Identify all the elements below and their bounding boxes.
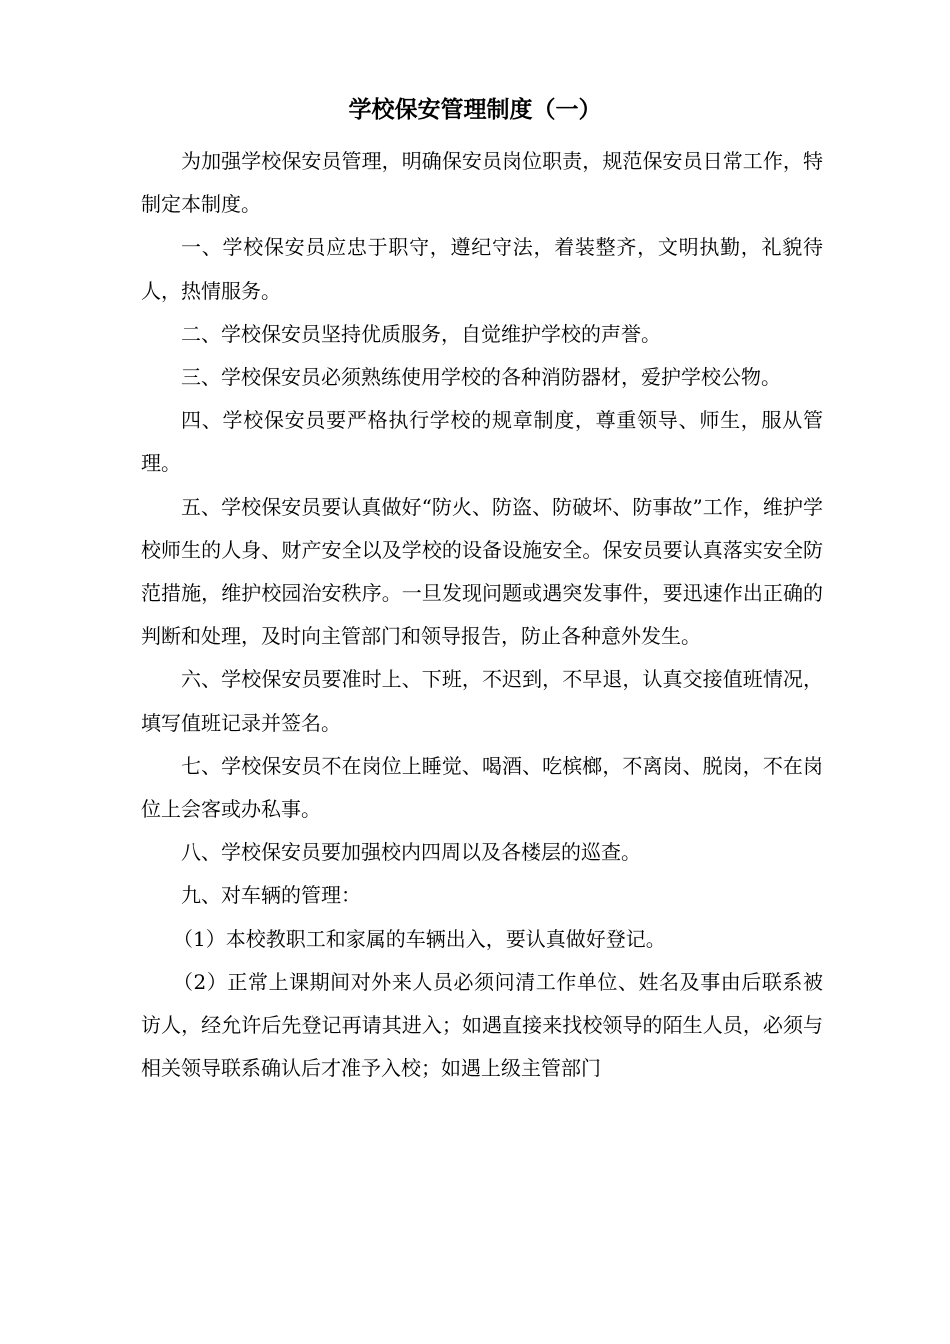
paragraph-item-8: 八、学校保安员要加强校内四周以及各楼层的巡查。 — [181, 840, 641, 865]
document-body — [141, 140, 823, 1090]
paragraph-item-2: 二、学校保安员坚持优质服务，自觉维护学校的声誉。 — [181, 321, 661, 346]
paragraph-item-4: 四、学校保安员要严格执行学校的规章制度，尊重领导、师生，服从管理。 — [141, 408, 823, 476]
document-title: 学校保安管理制度（一） — [348, 97, 602, 123]
paragraph-intro: 为加强学校保安员管理，明确保安员岗位职责，规范保安员日常工作，特制定本制度。 — [141, 149, 823, 217]
paragraph-item-6: 六、学校保安员要准时上、下班，不迟到，不早退，认真交接值班情况，填写值班记录并签名。 — [141, 667, 823, 735]
paragraph-subitem-2: （2）正常上课期间对外来人员必须问清工作单位、姓名及事由后联系被访人，经允许后先登记再请其进入；如遇直接来找校领导的陌生人员，必须与相关领导联系确认后才准予入校；如遇上级主管部门 — [141, 969, 823, 1081]
paragraph-item-5: 五、学校保安员要认真做好“防火、防盗、防破坏、防事故”工作，维护学校师生的人身、财产安全以及学校的设备设施安全。保安员要认真落实安全防范措施，维护校园治安秩序。一旦发现问题或遇突发事件，要迅速作出正确的判断和处理，及时向主管部门和领导报告，防止各种意外发生。 — [141, 494, 823, 649]
paragraph-item-9: 九、对车辆的管理： — [181, 883, 361, 908]
paragraph-item-7: 七、学校保安员不在岗位上睡觉、喝酒、吃槟榔，不离岗、脱岗，不在岗位上会客或办私事。 — [141, 753, 823, 822]
paragraph-subitem-1: （1）本校教职工和家属的车辆出入，要认真做好登记。 — [173, 926, 666, 951]
paragraph-item-1: 一、学校保安员应忠于职守，遵纪守法，着装整齐，文明执勤，礼貌待人，热情服务。 — [141, 235, 823, 303]
paragraph-item-3: 三、学校保安员必须熟练使用学校的各种消防器材，爱护学校公物。 — [181, 365, 781, 390]
